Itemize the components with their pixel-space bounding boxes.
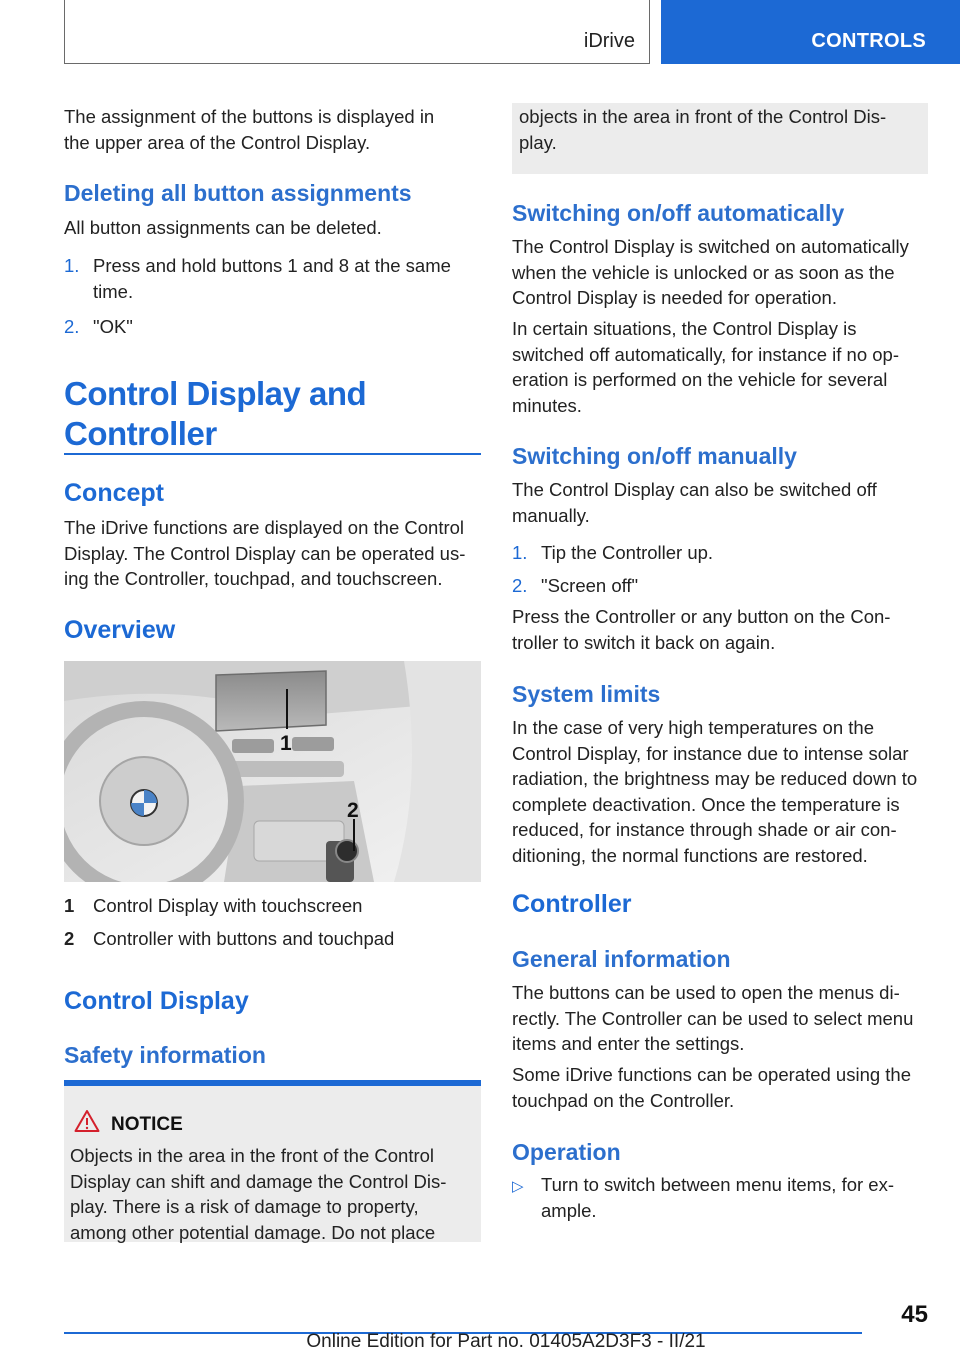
chapter-title: Control Display and Controller	[64, 375, 367, 452]
list-item	[512, 1172, 928, 1224]
list-number: 2.	[64, 316, 80, 337]
operation-heading: Operation	[512, 1139, 621, 1165]
callout-label: 2	[347, 799, 359, 822]
list-item	[512, 573, 928, 599]
notice-title: NOTICE	[111, 1114, 183, 1135]
chapter-divider	[64, 453, 481, 455]
footer-edition: Online Edition for Part no. 01405A2D3F3 - II/21	[306, 1331, 706, 1352]
general-heading: General information	[512, 946, 731, 972]
list-number: 1.	[64, 255, 80, 276]
list-text: Turn to switch between menu items, for ex-ample.	[541, 1174, 895, 1221]
list-item	[64, 314, 474, 340]
notice-text: Objects in the area in the front of the Control Display can shift and damage the Control Dis-play. There is a risk of damage to property, among other potential damage. Do not place	[70, 1145, 447, 1243]
list-text: Press and hold buttons 1 and 8 at the same time.	[93, 255, 451, 302]
manual-text: Press the Controller or any button on the Con-troller to switch it back on again.	[512, 606, 891, 653]
caption-number: 2	[64, 928, 75, 949]
header-chapter-tab	[661, 0, 960, 64]
controller-heading: Controller	[512, 890, 632, 918]
warning-icon	[74, 1109, 100, 1133]
caption-number: 1	[64, 895, 75, 916]
caption-item	[64, 926, 481, 952]
cockpit-illustration	[64, 661, 481, 882]
header-chapter-title: CONTROLS	[811, 30, 926, 52]
list-number: 1.	[512, 542, 528, 563]
header-section-title: iDrive	[583, 30, 635, 52]
callout-label: 1	[280, 732, 292, 755]
deleting-text: All button assignments can be deleted.	[64, 217, 382, 238]
caption-text: Controller with buttons and touchpad	[93, 928, 395, 949]
limits-heading: System limits	[512, 681, 661, 707]
page-number: 45	[901, 1301, 928, 1328]
control-display-heading: Control Display	[64, 987, 249, 1015]
caption-item	[64, 893, 481, 919]
concept-text: The iDrive functions are displayed on the Control Display. The Control Display can be operated us-ing the Controller, touchpad, and touchscreen.	[64, 517, 466, 589]
notice-continuation-box	[512, 103, 928, 174]
limits-text: In the case of very high temperatures on the Control Display, for instance due to intense solar radiation, the brightness may be reduced down to complete deactivation. Once the temperature is reduced, for instance through shade or air con-ditioning, the normal functions are restored.	[512, 717, 918, 866]
manual-text: The Control Display can also be switched off manually.	[512, 479, 877, 526]
notice-continuation-text: objects in the area in front of the Control Dis-play.	[519, 106, 887, 153]
header-section-tab	[64, 0, 650, 64]
overview-heading: Overview	[64, 616, 176, 644]
manual-heading: Switching on/off manually	[512, 443, 797, 469]
general-text: Some iDrive functions can be operated using the touchpad on the Controller.	[512, 1064, 912, 1111]
list-number: 2.	[512, 575, 528, 596]
auto-text: The Control Display is switched on automatically when the vehicle is unlocked or as soon as the Control Display is needed for operation.	[512, 236, 909, 308]
caption-text: Control Display with touchscreen	[93, 895, 363, 916]
list-text: Tip the Controller up.	[541, 542, 714, 563]
list-text: "OK"	[93, 316, 133, 337]
concept-heading: Concept	[64, 479, 164, 507]
notice-box	[64, 1080, 481, 1242]
intro-paragraph: The assignment of the buttons is displayed in the upper area of the Control Display.	[64, 106, 435, 153]
deleting-heading: Deleting all button assignments	[64, 180, 412, 206]
bullet-triangle-icon: ▷	[512, 1178, 524, 1195]
list-item	[512, 540, 928, 566]
list-text: "Screen off"	[541, 575, 639, 596]
auto-heading: Switching on/off automatically	[512, 200, 845, 226]
list-item	[64, 253, 474, 305]
safety-heading: Safety information	[64, 1042, 266, 1068]
auto-text: In certain situations, the Control Display is switched off automatically, for instance if no op-eration is performed on the vehicle for several minutes.	[512, 318, 899, 416]
general-text: The buttons can be used to open the menus di-rectly. The Controller can be used to select menu items and enter the settings.	[512, 982, 914, 1054]
